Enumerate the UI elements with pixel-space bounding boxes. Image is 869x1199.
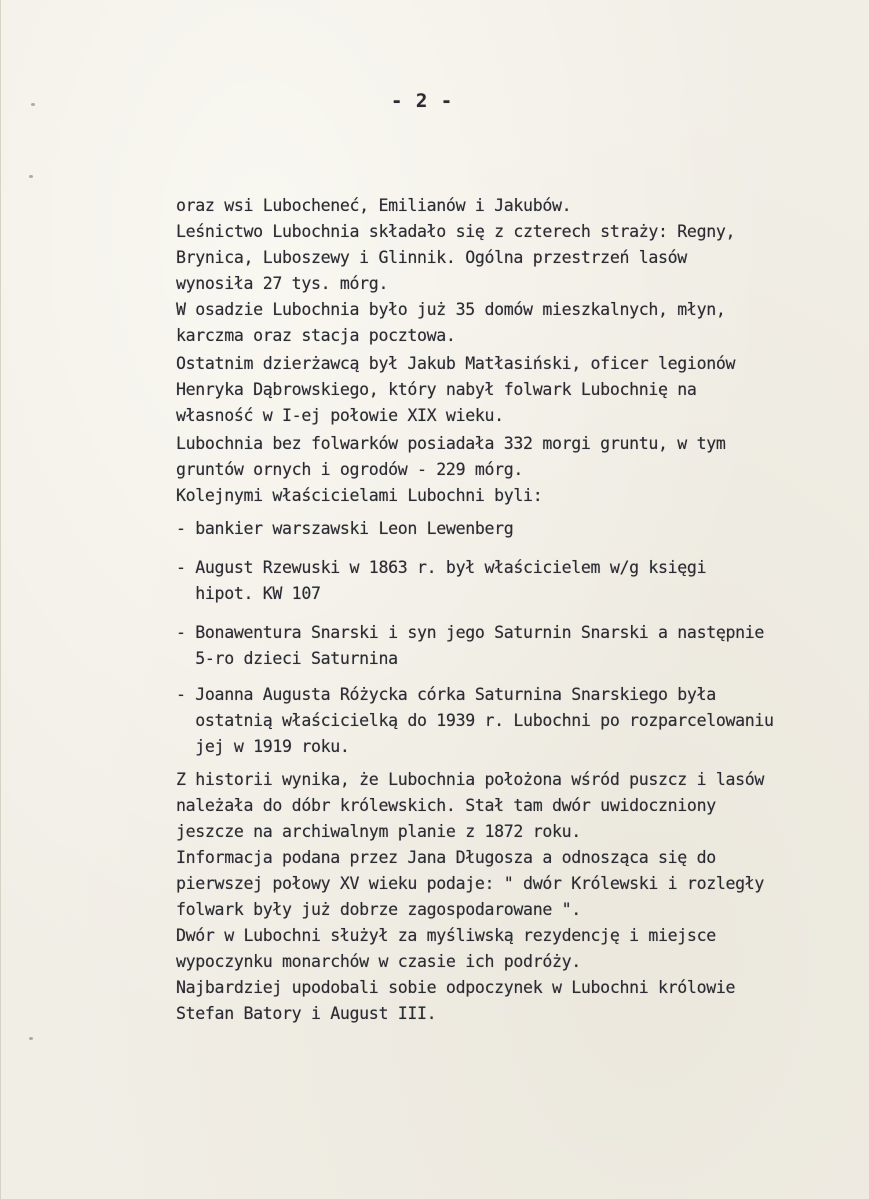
text-line: Henryka Dąbrowskiego, który nabył folwark Lubochnię na — [176, 380, 697, 399]
text-line: Najbardziej upodobali sobie odpoczynek w Lubochni królowie — [176, 978, 736, 997]
list-item: jej w 1919 roku. — [176, 737, 350, 756]
text-line: oraz wsi Lubocheneć, Emilianów i Jakubów. — [176, 196, 572, 215]
text-line: gruntów ornych i ogrodów - 229 mórg. — [176, 460, 524, 479]
text-line: jeszcze na archiwalnym planie z 1872 roku. — [176, 822, 581, 841]
punch-hole-mark — [31, 103, 35, 106]
text-line: Brynica, Luboszewy i Glinnik. Ogólna przestrzeń lasów — [176, 248, 687, 267]
list-item: hipot. KW 107 — [176, 584, 321, 603]
list-item: - bankier warszawski Leon Lewenberg — [176, 519, 514, 538]
list-item: ostatnią właścicielką do 1939 r. Lubochni po rozparcelowaniu — [176, 711, 774, 730]
text-line: W osadzie Lubochnia było już 35 domów mieszkalnych, młyn, — [176, 300, 726, 319]
text-line: Kolejnymi właścicielami Lubochni byli: — [176, 486, 543, 505]
list-item: 5-ro dzieci Saturnina — [176, 649, 398, 668]
text-line: wynosiła 27 tys. mórg. — [176, 274, 389, 293]
text-line: Ostatnim dzierżawcą był Jakub Matłasiński, oficer legionów — [176, 354, 736, 373]
page-number: - 2 - — [391, 90, 454, 112]
text-line: pierwszej połowy XV wieku podaje: " dwór Królewski i rozległy — [176, 874, 765, 893]
text-line: Informacja podana przez Jana Długosza a odnosząca się do — [176, 848, 716, 867]
text-line: folwark były już dobrze zagospodarowane ". — [176, 900, 581, 919]
text-line: Stefan Batory i August III. — [176, 1004, 437, 1023]
text-line: Z historii wynika, że Lubochnia położona wśród puszcz i lasów — [176, 770, 765, 789]
punch-hole-mark — [29, 1037, 33, 1040]
list-item: - Joanna Augusta Różycka córka Saturnina Snarskiego była — [176, 685, 716, 704]
list-item: - August Rzewuski w 1863 r. był właścicielem w/g księgi — [176, 558, 707, 577]
text-line: należała do dóbr królewskich. Stał tam dwór uwidoczniony — [176, 796, 716, 815]
text-line: karczma oraz stacja pocztowa. — [176, 326, 456, 345]
text-line: Leśnictwo Lubochnia składało się z czterech straży: Regny, — [176, 222, 736, 241]
text-line: Dwór w Lubochni służył za myśliwską rezydencję i miejsce — [176, 926, 716, 945]
text-line: wypoczynku monarchów w czasie ich podróży. — [176, 952, 581, 971]
text-line: własność w I-ej połowie XIX wieku. — [176, 406, 504, 425]
punch-hole-mark — [29, 175, 33, 178]
list-item: - Bonawentura Snarski i syn jego Saturnin Snarski a następnie — [176, 623, 765, 642]
text-line: Lubochnia bez folwarków posiadała 332 morgi gruntu, w tym — [176, 434, 726, 453]
